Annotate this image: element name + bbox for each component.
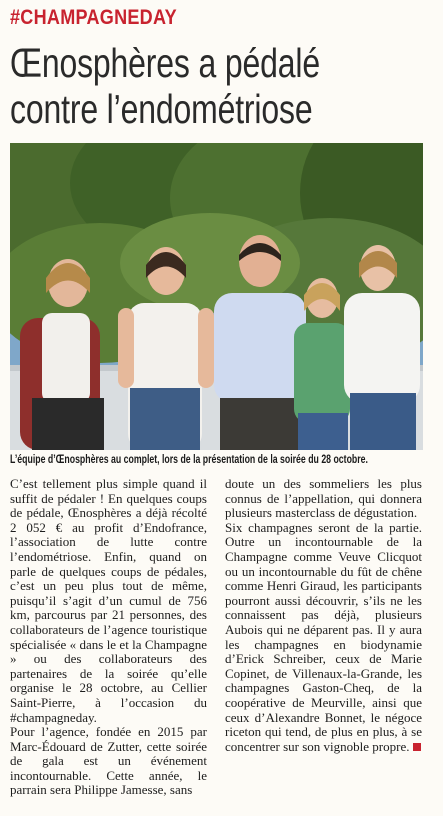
group-photo-illustration: [10, 143, 423, 450]
paragraph: Pour l’agence, fondée en 2015 par Marc-Édouard de Zutter, cette soirée de gala est un événement incontournable. Cette année, le parrain sera Philippe Jamesse, sans: [10, 724, 207, 798]
paragraph-text: Six champagnes seront de la partie. Outre un incontournable de la Champagne comme Veuve Clicquot ou un incontournable du fût de chêne comme Henri Giraud, les participants pourront aussi découvrir, s’ils ne les connaissent pas déjà, plusieurs Aubois qui ne déparent pas. Il y aura les champagnes en biodynamie d’Erick Schreiber, ceux de Marie Copinet, de Villenaux-la-Grande, les champagnes Gaston-Cheq, de la coopérative de Meurville, ainsi que ceux d’Alexandre Bonnet, le négoce riceton qui tend, de plus en plus, à se concentrer sur son vignoble propre.: [225, 519, 422, 754]
end-of-article-mark: [413, 743, 421, 751]
headline-line-1: Œnosphères a pédalé: [10, 40, 320, 86]
photo-caption: L’équipe d’Œnosphères au complet, lors de la présentation de la soirée du 28 octobre.: [10, 454, 368, 466]
article-headline: [10, 40, 443, 132]
paragraph: [225, 521, 422, 755]
column-right: [225, 477, 422, 754]
article-photo: [10, 143, 423, 450]
paragraph: C’est tellement plus simple quand il suffit de pédaler ! En quelques coups de pédale, Œnosphères a déjà récolté 2 052 € au profit d’Endofrance, l’association de lutte contre l’endométriose. Enfin, quand on parle de quelques coups de pédales, c’est un peu plus tout de même, puisqu’il s’agit d’un cumul de 756 km, parcourus par 21 personnes, des collaborateurs de l’agence touristique spécialisée « dans le et la Champagne » ou des collaborateurs des partenaires de la soirée qu’elle organise le 28 octobre, au Cellier Saint-Pierre, à l’occasion du #champagneday.: [10, 476, 207, 725]
headline-line-2: contre l’endométriose: [10, 86, 313, 132]
paragraph: doute un des sommeliers les plus connus de l’appellation, qui donnera plusieurs masterclass de dégustation.: [225, 476, 422, 521]
article-kicker: #CHAMPAGNEDAY: [10, 6, 177, 29]
column-left: [10, 477, 207, 798]
